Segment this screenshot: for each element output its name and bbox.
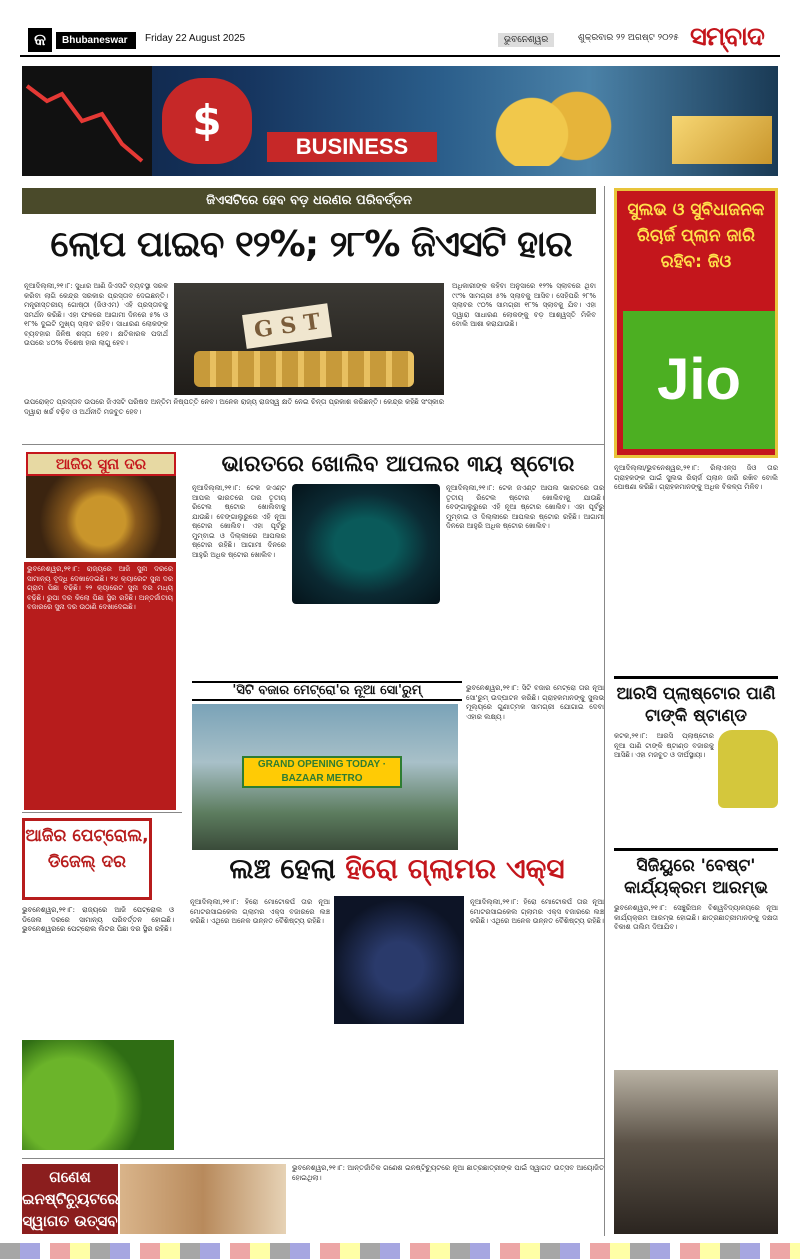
apple-logo-photo xyxy=(292,484,440,604)
grand-opening-sign: GRAND OPENING TODAY · BAZAAR METRO xyxy=(242,756,402,788)
jio-body: ନୂଆଦିଲ୍ଲୀ/ଭୁବନେଶ୍ୱର,୨୧।୮: ରିଲାଏନ୍ସ ଜିଓ ତାର ଗ୍ରାହକଙ୍କ ପାଇଁ ସୁଲଭ ରିଚାର୍ଜ ପ୍ଲାନ ଜାରି ରଖିବ ବୋଲି ଘୋଷଣା କରିଛି। ଗ୍ରାହକମାନଙ୍କୁ ଅଧିକ ବିକଳ୍ପ ମିଳିବ। xyxy=(614,464,778,491)
hero-headline-part1: ଲଞ୍ଚ ହେଲା xyxy=(229,852,346,885)
edition-city-odia: ଭୁବନେଶ୍ୱର xyxy=(498,33,554,47)
hero-glamour-headline xyxy=(190,852,604,886)
seize-group-photo xyxy=(614,1070,778,1234)
gold-rate-body: ଭୁବନେଶ୍ୱର,୨୧।୮: ରାଜ୍ୟରେ ଆଜି ସୁନା ଦରରେ ସାମାନ୍ୟ ବୃଦ୍ଧି ଦେଖାଦେଇଛି। ୨୪ କ୍ୟାରେଟ ସୁନା ଦର ଗ୍ରାମ ପିଛା ବଢ଼ିଛି। ୨୨ କ୍ୟାରେଟ ସୁନା ଦର ମଧ୍ୟ ବଢ଼ିଛି। ରୁପା ଦର କିଲୋ ପିଛା ସ୍ଥିର ରହିଛି। ଅନ୍ତର୍ଜାତୀୟ ବଜାରରେ ସୁନା ଦର ଉଠାଣି ଦେଖାଦେଇଛି। xyxy=(24,562,176,810)
section-divider xyxy=(22,1158,604,1159)
top-story-col2: ଉପରୋକ୍ତ ପ୍ରସ୍ତାବ ଉପରେ ଜିଏସଟି ପରିଷଦ ଅନ୍ତିମ ନିଷ୍ପତ୍ତି ନେବ। ଅନେକ ରାଜ୍ୟ ରାଜସ୍ୱ କ୍ଷତି ନେଇ ଚିନ୍ତା ପ୍ରକାଶ କରିଛନ୍ତି। କେନ୍ଦ୍ର କହିଛି ସଂସ୍କାର ଦ୍ୱାରା ଖର୍ଚ୍ଚ ବଢ଼ିବ ଓ ଅର୍ଥନୀତି ମଜବୁତ ହେବ। xyxy=(24,398,444,416)
page-header xyxy=(0,0,800,62)
motorcycle-photo xyxy=(334,896,464,1024)
newspaper-masthead: ସମ୍ବାଦ xyxy=(690,22,764,52)
section-divider xyxy=(22,812,182,813)
tank-ad-headline: ଆରସି ପ୍ଲାଷ୍ଟୋର ପାଣି ଟାଙ୍କି ଷ୍ଟାଣ୍ଡ xyxy=(614,676,778,727)
jio-headline: ସୁଲଭ ଓ ସୁବିଧାଜନକ ରିଚାର୍ଜ ପ୍ଲାନ ଜାରି ରହିବ: ଜିଓ xyxy=(627,200,765,272)
apple-story-body-cont: ନୂଆଦିଲ୍ଲୀ,୨୧।୮: ଟେକ ଜଏଣ୍ଟ ଆପଲ ଭାରତରେ ତାର ତୃତୀୟ ରିଟେଲ ଷ୍ଟୋର ଖୋଲିବାକୁ ଯାଉଛି। ବେଙ୍ଗାଲୁରୁରେ ଏହି ନୂଆ ଷ୍ଟୋର ଖୋଲିବ। ଏହା ପୂର୍ବରୁ ମୁମ୍ବାଇ ଓ ଦିଲ୍ଲୀରେ ଆପଲର ଷ୍ଟୋର ରହିଛି। ଆଗାମୀ ଦିନରେ ଆହୁରି ଅଧିକ ଷ୍ଟୋର ଖୋଲିବ। xyxy=(446,484,604,530)
gold-jewellery-photo xyxy=(26,476,176,558)
hero-body-cont: ନୂଆଦିଲ୍ଲୀ,୨୧।୮: ହିରୋ ମୋଟୋକର୍ପ ତାର ନୂଆ ମୋଟରସାଇକେଲ ଗ୍ଲାମର ଏକ୍ସ ବଜାରରେ ଲଞ୍ଚ କରିଛି। ଏଥିରେ ଅନେକ ଉନ୍ନତ ବୈଶିଷ୍ଟ୍ୟ ରହିଛି। xyxy=(470,898,604,925)
edition-city: Bhubaneswar xyxy=(56,32,136,49)
business-banner xyxy=(22,66,778,176)
ganesh-body: ଭୁବନେଶ୍ୱର,୨୧।୮: ଆନ୍ତର୍ଜାତିକ ଗଣେଶ ଇନଷ୍ଟିଚ୍ୟୁଟରେ ନୂଆ ଛାତ୍ରଛାତ୍ରୀଙ୍କ ପାଇଁ ସ୍ୱାଗତ ଉତ୍ସବ ଆୟୋଜିତ ହୋଇଥିଲା। xyxy=(292,1164,604,1182)
ganesh-heading: ଗଣେଶ ଇନଷ୍ଟିଚ୍ୟୁଟରେ ସ୍ୱାଗତ ଉତ୍ସବ xyxy=(22,1164,118,1234)
apple-store-headline: ଭାରତରେ ଖୋଲିବ ଆପଲର ୩ୟ ଷ୍ଟୋର xyxy=(221,452,575,477)
gst-photo xyxy=(174,283,444,395)
metro-body: ଭୁବନେଶ୍ୱର,୨୧।୮: ସିଟି ବଜାର ମେଟ୍ରୋ ତାର ନୂଆ ସୋ'ରୁମ୍ ଉଦ୍‌ଘାଟନ କରିଛି। ଗ୍ରାହକମାନଙ୍କୁ ସୁଲଭ ମୂଲ୍ୟରେ ଗୁଣାତ୍ମକ ସାମଗ୍ରୀ ଯୋଗାଇ ଦେବା ଏହାର ଲକ୍ଷ୍ୟ। xyxy=(466,684,604,721)
gold-bars-image xyxy=(672,116,772,164)
coin-stacks xyxy=(194,351,414,387)
jio-logo: Jio xyxy=(623,311,775,449)
money-bag-icon xyxy=(162,78,252,164)
edition-date-odia: ଶୁକ୍ରବାର ୨୨ ଅଗଷ୍ଟ ୨୦୨୫ xyxy=(578,33,679,43)
hero-headline-part2: ହିରୋ ଗ୍ଲାମର ଏକ୍ସ xyxy=(345,852,565,885)
tank-ad-body: କଟକ,୨୧।୮: ଆରସି ପ୍ଲାଷ୍ଟୋର ନୂଆ ପାଣି ଟାଙ୍କି ଷ୍ଟାଣ୍ଡ ବଜାରକୁ ଆସିଛି। ଏହା ମଜବୁତ ଓ ଦୀର୍ଘସ୍ଥାୟୀ। xyxy=(614,732,714,759)
section-logo: କ xyxy=(28,28,52,52)
header-rule xyxy=(20,55,780,57)
falling-chart-icon xyxy=(22,66,152,176)
seize-body: ଭୁବନେଶ୍ୱର,୨୧।୮: ସେଞ୍ଚୁରିଅନ ବିଶ୍ୱବିଦ୍ୟାଳୟରେ ନୂଆ କାର୍ଯ୍ୟକ୍ରମ ଆରମ୍ଭ ହୋଇଛି। ଛାତ୍ରଛାତ୍ରୀମାନଙ୍କୁ ଦକ୍ଷତା ବିକାଶ ତାଲିମ ଦିଆଯିବ। xyxy=(614,904,778,931)
fuel-nozzle-photo xyxy=(22,1040,174,1150)
top-story-col3: ଅଧିକାରୀଙ୍କ କହିବା ଅନୁସାରେ ୧୨% ସ୍ଲାବରେ ଥିବା ୯୯% ସାମଗ୍ରୀ ୫% ସ୍ଲାବକୁ ଆସିବ। ସେହିପରି ୨୮% ସ୍ଲାବର ୯୦% ସାମଗ୍ରୀ ୧୮% ସ୍ଲାବକୁ ଯିବ। ଏହା ଦ୍ୱାରା ସାଧାରଣ ଲୋକଙ୍କୁ ବଡ଼ ଆଶ୍ୱସ୍ତି ମିଳିବ ବୋଲି ଆଶା କରାଯାଉଛି। xyxy=(452,282,596,328)
top-story-kicker: ଜିଏସଟିରେ ହେବ ବଡ଼ ଧରଣର ପରିବର୍ତ୍ତନ xyxy=(22,188,596,214)
ganesh-event-photo xyxy=(120,1164,286,1234)
gold-rate-heading: ଆଜିର ସୁନା ଦର xyxy=(26,452,176,476)
banner-label: BUSINESS xyxy=(267,132,437,162)
water-tank-image xyxy=(718,730,778,808)
section-divider xyxy=(22,444,604,445)
top-story-headline: ଲୋପ ପାଇବ ୧୨%; ୨୮% ଜିଏସଟି ହାର xyxy=(50,224,572,265)
petrol-rate-heading: ଆଜିର ପେଟ୍ରୋଲ, ଡିଜେଲ୍ ଦର xyxy=(22,818,152,900)
seize-headline: ସିଜିୟୁରେ 'ବେଷ୍ଟ' କାର୍ଯ୍ୟକ୍ରମ ଆରମ୍ଭ xyxy=(614,848,778,899)
top-story-col1: ନୂଆଦିଲ୍ଲୀ,୨୧।୮: ସୁଧାର ଆଣି ଜିଏସଟି ବ୍ୟବସ୍ଥା ସରଳ କରିବା ଲାଗି କେନ୍ଦ୍ର ସରକାର ପ୍ରସ୍ତାବ ଦେଇଛନ୍ତି। ମନ୍ତ୍ରୀସ୍ତରୀୟ ଗୋଷ୍ଠୀ (ଜିଓଏମ) ଏହି ପ୍ରସ୍ତାବକୁ ସମର୍ଥନ କରିଛି। ଏହା ଫଳରେ ଆଗାମୀ ଦିନରେ ୫% ଓ ୧୮% ଦୁଇଟି ମୁଖ୍ୟ ସ୍ଲାବ ରହିବ। ସାଧାରଣ ଲୋକଙ୍କ ବ୍ୟବହାର ଜିନିଷ ଶସ୍ତା ହେବ। କ୍ଷତିକାରକ ପଦାର୍ଥ ଉପରେ ୪୦% ବିଶେଷ ହାର ଲାଗୁ ହେବ। xyxy=(24,282,168,347)
coins-image xyxy=(472,86,622,166)
jio-ad-box xyxy=(614,188,778,458)
print-color-strip xyxy=(0,1243,800,1259)
metro-headline: 'ସିଟି ବଜାର ମେଟ୍ରୋ'ର ନୂଆ ସୋ'ରୁମ୍ xyxy=(192,681,462,701)
apple-story-body: ନୂଆଦିଲ୍ଲୀ,୨୧।୮: ଟେକ ଜଏଣ୍ଟ ଆପଲ ଭାରତରେ ତାର ତୃତୀୟ ରିଟେଲ ଷ୍ଟୋର ଖୋଲିବାକୁ ଯାଉଛି। ବେଙ୍ଗାଲୁରୁରେ ଏହି ନୂଆ ଷ୍ଟୋର ଖୋଲିବ। ଏହା ପୂର୍ବରୁ ମୁମ୍ବାଇ ଓ ଦିଲ୍ଲୀରେ ଆପଲର ଷ୍ଟୋର ରହିଛି। ଆଗାମୀ ଦିନରେ ଆହୁରି ଅଧିକ ଷ୍ଟୋର ଖୋଲିବ। xyxy=(192,484,286,559)
hero-body: ନୂଆଦିଲ୍ଲୀ,୨୧।୮: ହିରୋ ମୋଟୋକର୍ପ ତାର ନୂଆ ମୋଟରସାଇକେଲ ଗ୍ଲାମର ଏକ୍ସ ବଜାରରେ ଲଞ୍ଚ କରିଛି। ଏଥିରେ ଅନେକ ଉନ୍ନତ ବୈଶିଷ୍ଟ୍ୟ ରହିଛି। xyxy=(190,898,330,925)
column-divider xyxy=(604,186,605,1236)
metro-showroom-photo xyxy=(192,704,458,850)
petrol-rate-body: ଭୁବନେଶ୍ୱର,୨୧।୮: ରାଜ୍ୟରେ ଆଜି ପେଟ୍ରୋଲ ଓ ଡିଜେଲ ଦରରେ ସାମାନ୍ୟ ପରିବର୍ତ୍ତନ ହୋଇଛି। ଭୁବନେଶ୍ୱରରେ ପେଟ୍ରୋଲ ଲିଟର ପିଛା ଦର ସ୍ଥିର ରହିଛି। xyxy=(22,906,174,933)
edition-date: Friday 22 August 2025 xyxy=(145,33,246,44)
